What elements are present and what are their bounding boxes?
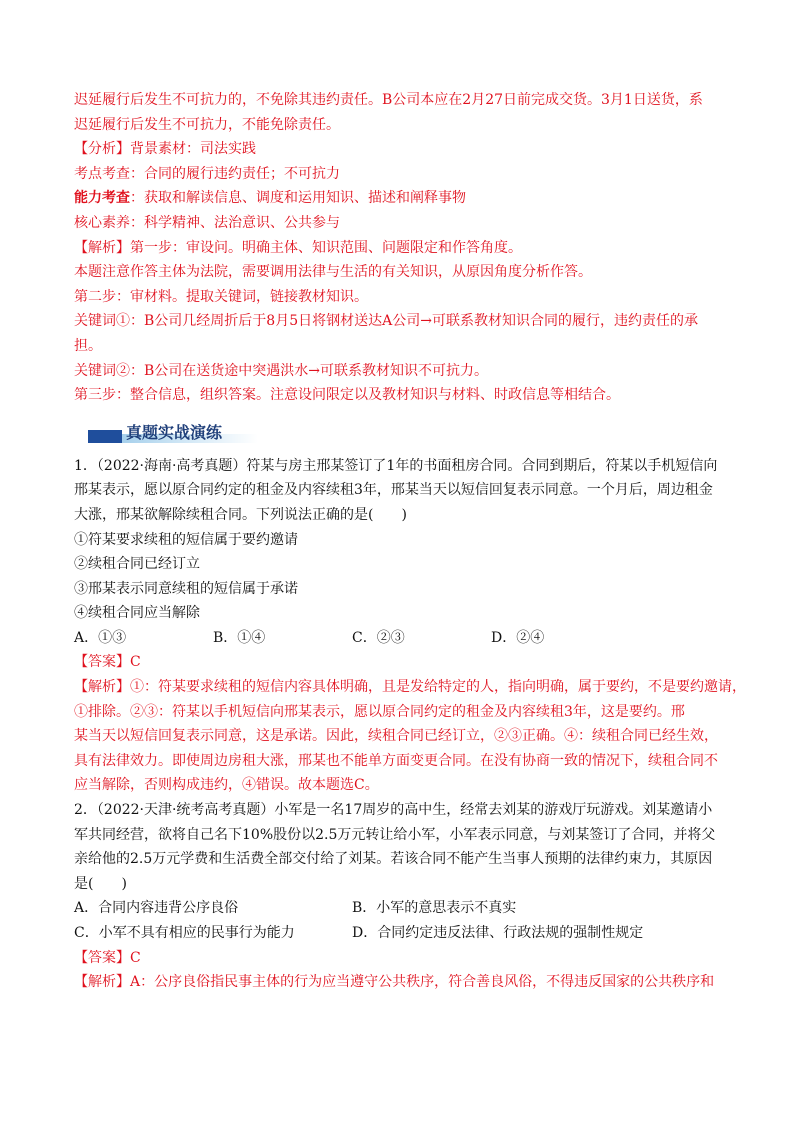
analysis-ability	[74, 186, 734, 211]
analysis-label: 【分析】	[74, 141, 130, 158]
q1-item-4: ④续租合同应当解除	[74, 605, 200, 622]
analysis-heading	[74, 137, 734, 162]
explain-step1	[74, 236, 734, 261]
q2-explain-text-1: A：公序良俗指民事主体的行为应当遵守公共秩序，符合善良风俗，不得违反国家的公共秩序和	[130, 974, 715, 991]
explain-key1-line1: 关键词①：B公司几经周折后于8月5日将钢材送达A公司→可联系教材知识合同的履行，违约责任的承	[74, 313, 698, 330]
q2-stem-line-4: 是( )	[74, 875, 127, 892]
q2-answer-value: C	[130, 949, 141, 966]
q1-answer-label: 【答案】	[74, 654, 130, 671]
explain-key1-line2: 担。	[74, 337, 102, 354]
q2-answer-label: 【答案】	[74, 949, 130, 966]
q2-options-row-1	[74, 896, 734, 921]
analysis-background: 背景素材：司法实践	[130, 141, 256, 158]
q1-item-1: ①符某要求续租的短信属于要约邀请	[74, 531, 298, 548]
q1-item-3: ③邢某表示同意续租的短信属于承诺	[74, 580, 298, 597]
analysis-literacy: 核心素养：科学精神、法治意识、公共参与	[74, 214, 340, 231]
q2-stem-line-1: 2．（2022·天津·统考高考真题）小军是一名17周岁的高中生，经常去刘某的游戏厅玩游戏。刘某邀请小	[74, 802, 713, 819]
q1-explain-line-2: ①排除。②③：符某以手机短信向邢某表示，愿以原合同约定的租金及内容续租3年，这是要约。邢	[74, 703, 685, 720]
explain-key2: 关键词②：B公司在送货途中突遇洪水→可联系教材知识不可抗力。	[74, 362, 489, 379]
q1-option-d: D．②④	[491, 629, 545, 646]
q2-answer	[74, 946, 734, 971]
question-2	[74, 798, 734, 995]
q1-explain-text-1: ①：符某要求续租的短信内容具体明确，且是发给特定的人，指向明确，属于要约，不是要约邀请，	[130, 679, 746, 696]
q1-answer	[74, 650, 734, 675]
q1-answer-value: C	[130, 654, 141, 671]
q2-option-a: A．合同内容违背公序良俗	[74, 900, 239, 917]
q1-option-c: C．②③	[352, 629, 405, 646]
q1-stem-line-3: 大涨，邢某欲解除续租合同。下列说法正确的是( )	[74, 506, 407, 523]
q2-stem-line-3: 亲给他的2.5万元学费和生活费全部交付给了刘某。若该合同不能产生当事人预期的法律约束力，其原因	[74, 851, 713, 868]
q1-explain-line-5: 应当解除，否则构成违约，④错误。故本题选C。	[74, 777, 379, 794]
explain-step1-detail: 本题注意作答主体为法院，需要调用法律与生活的有关知识，从原因角度分析作答。	[74, 264, 592, 281]
q1-option-a: A．①③	[74, 629, 127, 646]
question-1	[74, 454, 746, 798]
q1-explain-label: 【解析】	[74, 679, 130, 696]
analysis-points: 考点考查：合同的履行违约责任；不可抗力	[74, 165, 340, 182]
q1-stem-line-1: 1．（2022·海南·高考真题）符某与房主邢某签订了1年的书面租房合同。合同到期后，符某以手机短信向	[74, 457, 718, 474]
q1-explain-line-4: 具有法律效力。即使周边房租大涨，邢某也不能单方面变更合同。在没有协商一致的情况下，续租合同不	[74, 752, 718, 769]
q2-option-c: C．小军不具有相应的民事行为能力	[74, 925, 295, 941]
section-title: 真题实战演练	[126, 422, 223, 442]
q2-explain-label: 【解析】	[74, 974, 130, 991]
q2-option-d: D．合同约定违反法律、行政法规的强制性规定	[352, 925, 644, 941]
explain-label: 【解析】	[74, 239, 130, 256]
explain-step2: 第二步：审材料。提取关键词，链接教材知识。	[74, 288, 368, 305]
explain-step1-text: 第一步：审设问。明确主体、知识范围、问题限定和作答角度。	[130, 239, 522, 256]
explain-step3: 第三步：整合信息，组织答案。注意设问限定以及教材知识与材料、时政信息等相结合。	[74, 387, 620, 404]
q2-explain-line-1	[74, 970, 734, 995]
q1-stem-line-2: 邢某表示，愿以原合同约定的租金及内容续租3年，邢某当天以短信回复表示同意。一个月后，周边租金	[74, 482, 713, 499]
ability-label: 能力考查	[74, 190, 130, 207]
document-page	[74, 88, 746, 995]
q2-stem-line-2: 军共同经营，欲将自己名下10%股份以2.5万元转让给小军，小军表示同意，与刘某签订了合同，并将父	[74, 826, 716, 843]
q1-explain-line-3: 某当天以短信回复表示同意，这是承诺。因此，续租合同已经订立，②③正确。④：续租合同已经生效，	[74, 728, 718, 745]
q2-options-row-2	[74, 921, 734, 946]
q1-explain-line-1	[74, 675, 746, 700]
q1-options	[74, 626, 734, 651]
intro-line-1: 迟延履行后发生不可抗力的，不免除其违约责任。B公司本应在2月27日前完成交货。3月1日送货，系	[74, 92, 703, 108]
section-header-block	[88, 430, 122, 443]
ability-text: ：获取和解读信息、调度和运用知识、描述和阐释事物	[130, 190, 466, 207]
q1-option-b: B．①④	[213, 629, 266, 646]
intro-line-2: 迟延履行后发生不可抗力，不能免除责任。	[74, 116, 340, 133]
q1-item-2: ②续租合同已经订立	[74, 556, 200, 573]
section-header	[88, 418, 734, 446]
q2-option-b: B．小军的意思表示不真实	[352, 900, 517, 917]
